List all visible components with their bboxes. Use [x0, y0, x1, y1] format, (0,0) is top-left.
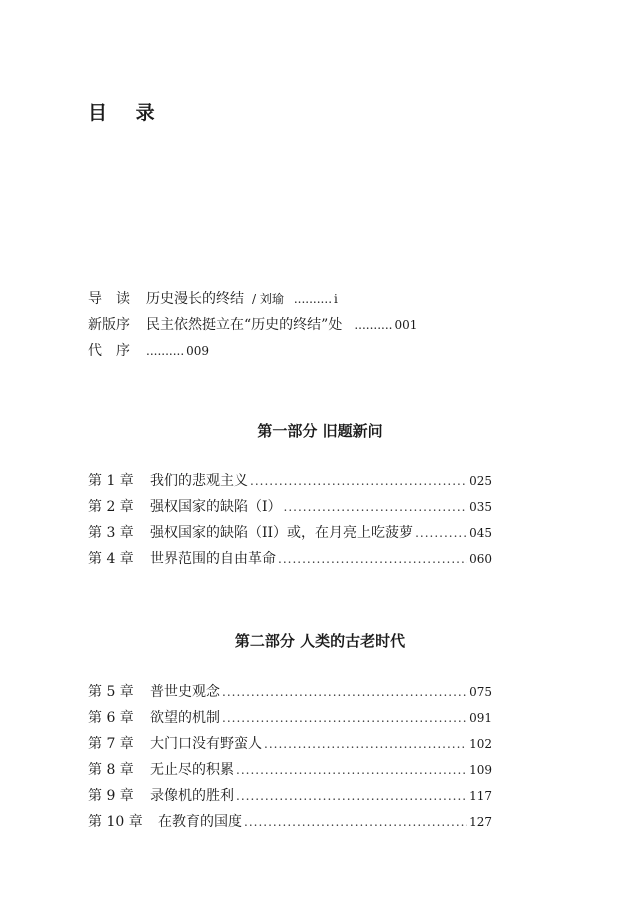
page-number: 025 [469, 474, 492, 488]
dot-leader [264, 731, 467, 757]
chapter-title: 在教育的国度 [158, 814, 242, 830]
chapter-number: 第 8 章 [88, 762, 134, 778]
page-number: 117 [469, 789, 492, 803]
chapter-title: 欲望的机制 [150, 710, 220, 726]
dot-leader [236, 757, 467, 783]
chapter-list [88, 468, 492, 572]
page-number: 001 [394, 318, 418, 332]
dot-leader [284, 494, 468, 520]
chapter-number: 第 5 章 [88, 684, 134, 700]
front-item-new-preface[interactable] [88, 312, 508, 338]
page-number: 060 [469, 552, 492, 566]
chapter-row[interactable] [88, 468, 492, 494]
dot-leader [415, 520, 467, 546]
dot-leader [236, 783, 467, 809]
chapter-list [88, 679, 492, 835]
page-number: 035 [469, 500, 492, 514]
front-item-author: / 刘瑜 [252, 292, 284, 306]
chapter-title: 强权国家的缺陷（II）或，在月亮上吃菠萝 [150, 525, 414, 541]
chapter-row[interactable] [88, 809, 492, 835]
dot-leader [222, 679, 467, 705]
page-number: 075 [469, 685, 492, 699]
page-number: 045 [469, 526, 492, 540]
dot-leader [250, 468, 467, 494]
chapter-row[interactable] [88, 731, 492, 757]
part-title: 第二部分 人类的古老时代 [234, 632, 406, 650]
chapter-title: 普世史观念 [150, 684, 220, 700]
chapter-number: 第 4 章 [88, 551, 134, 567]
page-number: 127 [469, 815, 492, 829]
chapter-row[interactable] [88, 783, 492, 809]
part-title: 第一部分 旧题新问 [257, 422, 383, 440]
dot-leader: .......... [293, 292, 333, 306]
chapter-row[interactable] [88, 679, 492, 705]
chapter-title: 录像机的胜利 [150, 788, 234, 804]
dot-leader [222, 705, 467, 731]
chapter-number: 第 7 章 [88, 736, 134, 752]
front-item-text: 历史漫长的终结 [146, 291, 244, 307]
chapter-title: 我们的悲观主义 [150, 473, 248, 489]
page-number: i [334, 292, 338, 306]
front-item-label: 新版序 [88, 317, 130, 333]
front-item-label: 代 序 [88, 343, 130, 359]
page-number: 091 [469, 711, 492, 725]
chapter-title: 大门口没有野蛮人 [150, 736, 262, 752]
chapter-number: 第 10 章 [88, 814, 143, 830]
page-number: 109 [469, 763, 492, 777]
chapter-row[interactable] [88, 546, 492, 572]
chapter-number: 第 9 章 [88, 788, 134, 804]
page-number: 102 [469, 737, 492, 751]
toc-title: 目 录 [88, 102, 166, 124]
front-item-label: 导 读 [88, 291, 130, 307]
chapter-title: 无止尽的积累 [150, 762, 234, 778]
chapter-row[interactable] [88, 757, 492, 783]
dot-leader: .......... [354, 318, 393, 332]
dot-leader [244, 809, 467, 835]
chapter-row[interactable] [88, 520, 492, 546]
dot-leader [278, 546, 467, 572]
chapter-number: 第 2 章 [88, 499, 134, 515]
chapter-number: 第 3 章 [88, 525, 134, 541]
front-item-text: 民主依然挺立在“历史的终结”处 [146, 317, 343, 333]
chapter-row[interactable] [88, 494, 492, 520]
chapter-title: 世界范围的自由革命 [150, 551, 276, 567]
chapter-number: 第 1 章 [88, 473, 134, 489]
front-matter [88, 286, 508, 364]
front-item-preface[interactable] [88, 338, 508, 364]
chapter-row[interactable] [88, 705, 492, 731]
front-item-intro[interactable] [88, 286, 508, 312]
chapter-number: 第 6 章 [88, 710, 134, 726]
dot-leader: .......... [146, 344, 185, 358]
chapter-title: 强权国家的缺陷（I） [150, 499, 282, 515]
page-number: 009 [186, 344, 210, 358]
